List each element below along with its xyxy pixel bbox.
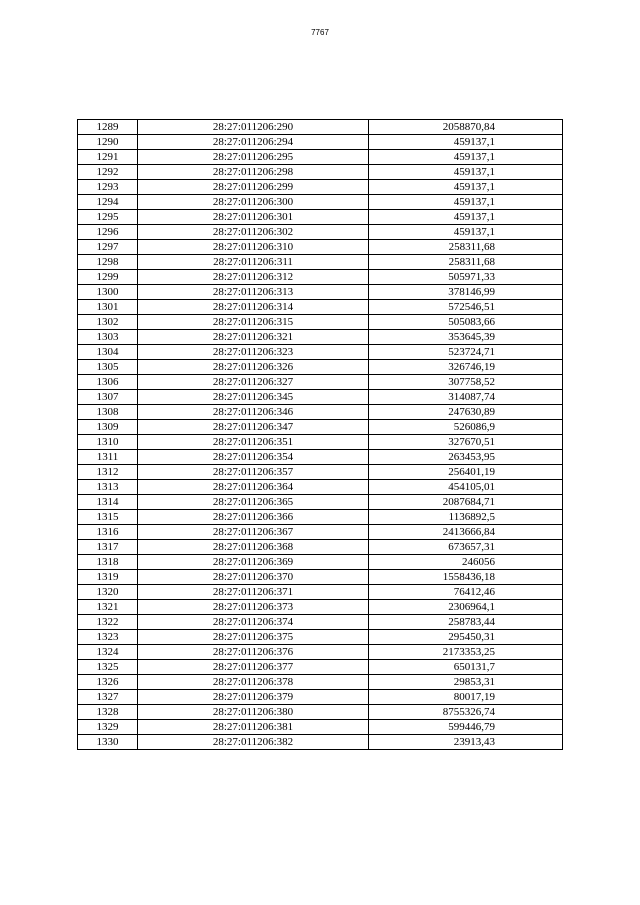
cadastral-number-cell: 28:27:011206:364 — [138, 480, 369, 495]
cadastral-value-cell: 247630,89 — [369, 405, 563, 420]
row-number-cell: 1321 — [78, 600, 138, 615]
cadastral-value-cell: 1558436,18 — [369, 570, 563, 585]
row-number-cell: 1289 — [78, 120, 138, 135]
cadastral-value-cell: 459137,1 — [369, 135, 563, 150]
cadastral-number-cell: 28:27:011206:312 — [138, 270, 369, 285]
cadastral-value-cell: 2306964,1 — [369, 600, 563, 615]
row-number-cell: 1330 — [78, 735, 138, 750]
cadastral-value-cell: 307758,52 — [369, 375, 563, 390]
cadastral-number-cell: 28:27:011206:378 — [138, 675, 369, 690]
cadastral-number-cell: 28:27:011206:376 — [138, 645, 369, 660]
cadastral-value-cell: 505083,66 — [369, 315, 563, 330]
cadastral-number-cell: 28:27:011206:351 — [138, 435, 369, 450]
row-number-cell: 1302 — [78, 315, 138, 330]
cadastral-number-cell: 28:27:011206:299 — [138, 180, 369, 195]
table-row — [78, 555, 563, 570]
cadastral-number-cell: 28:27:011206:346 — [138, 405, 369, 420]
row-number-cell: 1320 — [78, 585, 138, 600]
cadastral-number-cell: 28:27:011206:321 — [138, 330, 369, 345]
cadastral-value-cell: 80017,19 — [369, 690, 563, 705]
table-row — [78, 210, 563, 225]
cadastral-value-cell: 505971,33 — [369, 270, 563, 285]
cadastral-value-cell: 1136892,5 — [369, 510, 563, 525]
cadastral-number-cell: 28:27:011206:301 — [138, 210, 369, 225]
table-row — [78, 480, 563, 495]
page-number: 7767 — [311, 28, 329, 37]
cadastral-value-cell: 2087684,71 — [369, 495, 563, 510]
row-number-cell: 1318 — [78, 555, 138, 570]
row-number-cell: 1299 — [78, 270, 138, 285]
row-number-cell: 1307 — [78, 390, 138, 405]
row-number-cell: 1306 — [78, 375, 138, 390]
table-row — [78, 405, 563, 420]
cadastral-number-cell: 28:27:011206:381 — [138, 720, 369, 735]
table-row — [78, 195, 563, 210]
cadastral-number-cell: 28:27:011206:326 — [138, 360, 369, 375]
table-row — [78, 645, 563, 660]
cadastral-value-cell: 650131,7 — [369, 660, 563, 675]
table-row — [78, 240, 563, 255]
cadastral-value-cell: 295450,31 — [369, 630, 563, 645]
row-number-cell: 1317 — [78, 540, 138, 555]
table-row — [78, 600, 563, 615]
table-row — [78, 465, 563, 480]
row-number-cell: 1304 — [78, 345, 138, 360]
row-number-cell: 1308 — [78, 405, 138, 420]
cadastral-number-cell: 28:27:011206:347 — [138, 420, 369, 435]
row-number-cell: 1326 — [78, 675, 138, 690]
table-row — [78, 345, 563, 360]
cadastral-value-cell: 23913,43 — [369, 735, 563, 750]
cadastral-value-cell: 2058870,84 — [369, 120, 563, 135]
row-number-cell: 1313 — [78, 480, 138, 495]
row-number-cell: 1293 — [78, 180, 138, 195]
table-row — [78, 510, 563, 525]
cadastral-number-cell: 28:27:011206:314 — [138, 300, 369, 315]
table-row — [78, 120, 563, 135]
cadastral-value-cell: 459137,1 — [369, 165, 563, 180]
row-number-cell: 1301 — [78, 300, 138, 315]
table-row — [78, 495, 563, 510]
cadastral-value-cell: 256401,19 — [369, 465, 563, 480]
cadastral-number-cell: 28:27:011206:382 — [138, 735, 369, 750]
cadastral-number-cell: 28:27:011206:369 — [138, 555, 369, 570]
cadastral-number-cell: 28:27:011206:290 — [138, 120, 369, 135]
cadastral-number-cell: 28:27:011206:327 — [138, 375, 369, 390]
table-row — [78, 150, 563, 165]
cadastral-number-cell: 28:27:011206:367 — [138, 525, 369, 540]
cadastral-value-cell: 258311,68 — [369, 240, 563, 255]
cadastral-value-cell: 29853,31 — [369, 675, 563, 690]
cadastral-value-cell: 459137,1 — [369, 180, 563, 195]
cadastral-number-cell: 28:27:011206:294 — [138, 135, 369, 150]
row-number-cell: 1329 — [78, 720, 138, 735]
cadastral-number-cell: 28:27:011206:371 — [138, 585, 369, 600]
table-row — [78, 435, 563, 450]
table-row — [78, 420, 563, 435]
table-row — [78, 585, 563, 600]
table-row — [78, 450, 563, 465]
row-number-cell: 1292 — [78, 165, 138, 180]
cadastral-number-cell: 28:27:011206:377 — [138, 660, 369, 675]
cadastral-number-cell: 28:27:011206:354 — [138, 450, 369, 465]
row-number-cell: 1310 — [78, 435, 138, 450]
row-number-cell: 1315 — [78, 510, 138, 525]
table-row — [78, 285, 563, 300]
cadastral-number-cell: 28:27:011206:302 — [138, 225, 369, 240]
table-row — [78, 540, 563, 555]
row-number-cell: 1316 — [78, 525, 138, 540]
cadastral-value-cell: 459137,1 — [369, 210, 563, 225]
row-number-cell: 1311 — [78, 450, 138, 465]
cadastral-value-cell: 2413666,84 — [369, 525, 563, 540]
cadastral-value-cell: 258783,44 — [369, 615, 563, 630]
cadastral-number-cell: 28:27:011206:315 — [138, 315, 369, 330]
cadastral-number-cell: 28:27:011206:368 — [138, 540, 369, 555]
table-row — [78, 135, 563, 150]
cadastral-value-cell: 314087,74 — [369, 390, 563, 405]
row-number-cell: 1322 — [78, 615, 138, 630]
cadastral-number-cell: 28:27:011206:374 — [138, 615, 369, 630]
table-row — [78, 570, 563, 585]
cadastral-number-cell: 28:27:011206:375 — [138, 630, 369, 645]
cadastral-number-cell: 28:27:011206:373 — [138, 600, 369, 615]
table-row — [78, 525, 563, 540]
table-row — [78, 675, 563, 690]
table-row — [78, 255, 563, 270]
table-row — [78, 300, 563, 315]
cadastral-number-cell: 28:27:011206:379 — [138, 690, 369, 705]
table-row — [78, 660, 563, 675]
cadastral-number-cell: 28:27:011206:366 — [138, 510, 369, 525]
cadastral-value-cell: 459137,1 — [369, 195, 563, 210]
row-number-cell: 1300 — [78, 285, 138, 300]
cadastral-number-cell: 28:27:011206:345 — [138, 390, 369, 405]
cadastral-value-cell: 327670,51 — [369, 435, 563, 450]
row-number-cell: 1291 — [78, 150, 138, 165]
table-row — [78, 375, 563, 390]
cadastral-value-cell: 258311,68 — [369, 255, 563, 270]
cadastral-value-cell: 76412,46 — [369, 585, 563, 600]
row-number-cell: 1305 — [78, 360, 138, 375]
row-number-cell: 1309 — [78, 420, 138, 435]
cadastral-value-cell: 459137,1 — [369, 150, 563, 165]
cadastral-number-cell: 28:27:011206:370 — [138, 570, 369, 585]
cadastral-number-cell: 28:27:011206:323 — [138, 345, 369, 360]
cadastral-value-cell: 263453,95 — [369, 450, 563, 465]
cadastral-number-cell: 28:27:011206:365 — [138, 495, 369, 510]
table-row — [78, 180, 563, 195]
row-number-cell: 1323 — [78, 630, 138, 645]
row-number-cell: 1319 — [78, 570, 138, 585]
cadastral-value-cell: 326746,19 — [369, 360, 563, 375]
table-row — [78, 720, 563, 735]
row-number-cell: 1324 — [78, 645, 138, 660]
cadastral-number-cell: 28:27:011206:300 — [138, 195, 369, 210]
table-row — [78, 735, 563, 750]
table-row — [78, 705, 563, 720]
table-row — [78, 360, 563, 375]
table-row — [78, 630, 563, 645]
row-number-cell: 1303 — [78, 330, 138, 345]
cadastral-number-cell: 28:27:011206:311 — [138, 255, 369, 270]
row-number-cell: 1294 — [78, 195, 138, 210]
row-number-cell: 1297 — [78, 240, 138, 255]
row-number-cell: 1327 — [78, 690, 138, 705]
cadastral-value-cell: 526086,9 — [369, 420, 563, 435]
cadastral-value-cell: 353645,39 — [369, 330, 563, 345]
cadastral-value-cell: 246056 — [369, 555, 563, 570]
table-row — [78, 390, 563, 405]
row-number-cell: 1295 — [78, 210, 138, 225]
cadastral-value-cell: 599446,79 — [369, 720, 563, 735]
row-number-cell: 1296 — [78, 225, 138, 240]
cadastral-value-cell: 378146,99 — [369, 285, 563, 300]
row-number-cell: 1312 — [78, 465, 138, 480]
row-number-cell: 1290 — [78, 135, 138, 150]
cadastral-number-cell: 28:27:011206:310 — [138, 240, 369, 255]
row-number-cell: 1314 — [78, 495, 138, 510]
table-row — [78, 690, 563, 705]
table-row — [78, 330, 563, 345]
cadastral-value-cell: 8755326,74 — [369, 705, 563, 720]
cadastral-value-cell: 459137,1 — [369, 225, 563, 240]
table-body — [78, 120, 563, 750]
table-row — [78, 225, 563, 240]
table-row — [78, 270, 563, 285]
cadastral-value-cell: 454105,01 — [369, 480, 563, 495]
row-number-cell: 1325 — [78, 660, 138, 675]
table-row — [78, 165, 563, 180]
cadastral-value-table — [77, 119, 563, 750]
cadastral-number-cell: 28:27:011206:298 — [138, 165, 369, 180]
cadastral-value-cell: 2173353,25 — [369, 645, 563, 660]
cadastral-value-cell: 523724,71 — [369, 345, 563, 360]
cadastral-number-cell: 28:27:011206:357 — [138, 465, 369, 480]
cadastral-value-cell: 572546,51 — [369, 300, 563, 315]
row-number-cell: 1298 — [78, 255, 138, 270]
cadastral-value-cell: 673657,31 — [369, 540, 563, 555]
cadastral-number-cell: 28:27:011206:295 — [138, 150, 369, 165]
row-number-cell: 1328 — [78, 705, 138, 720]
table-row — [78, 315, 563, 330]
table-row — [78, 615, 563, 630]
cadastral-number-cell: 28:27:011206:380 — [138, 705, 369, 720]
cadastral-number-cell: 28:27:011206:313 — [138, 285, 369, 300]
